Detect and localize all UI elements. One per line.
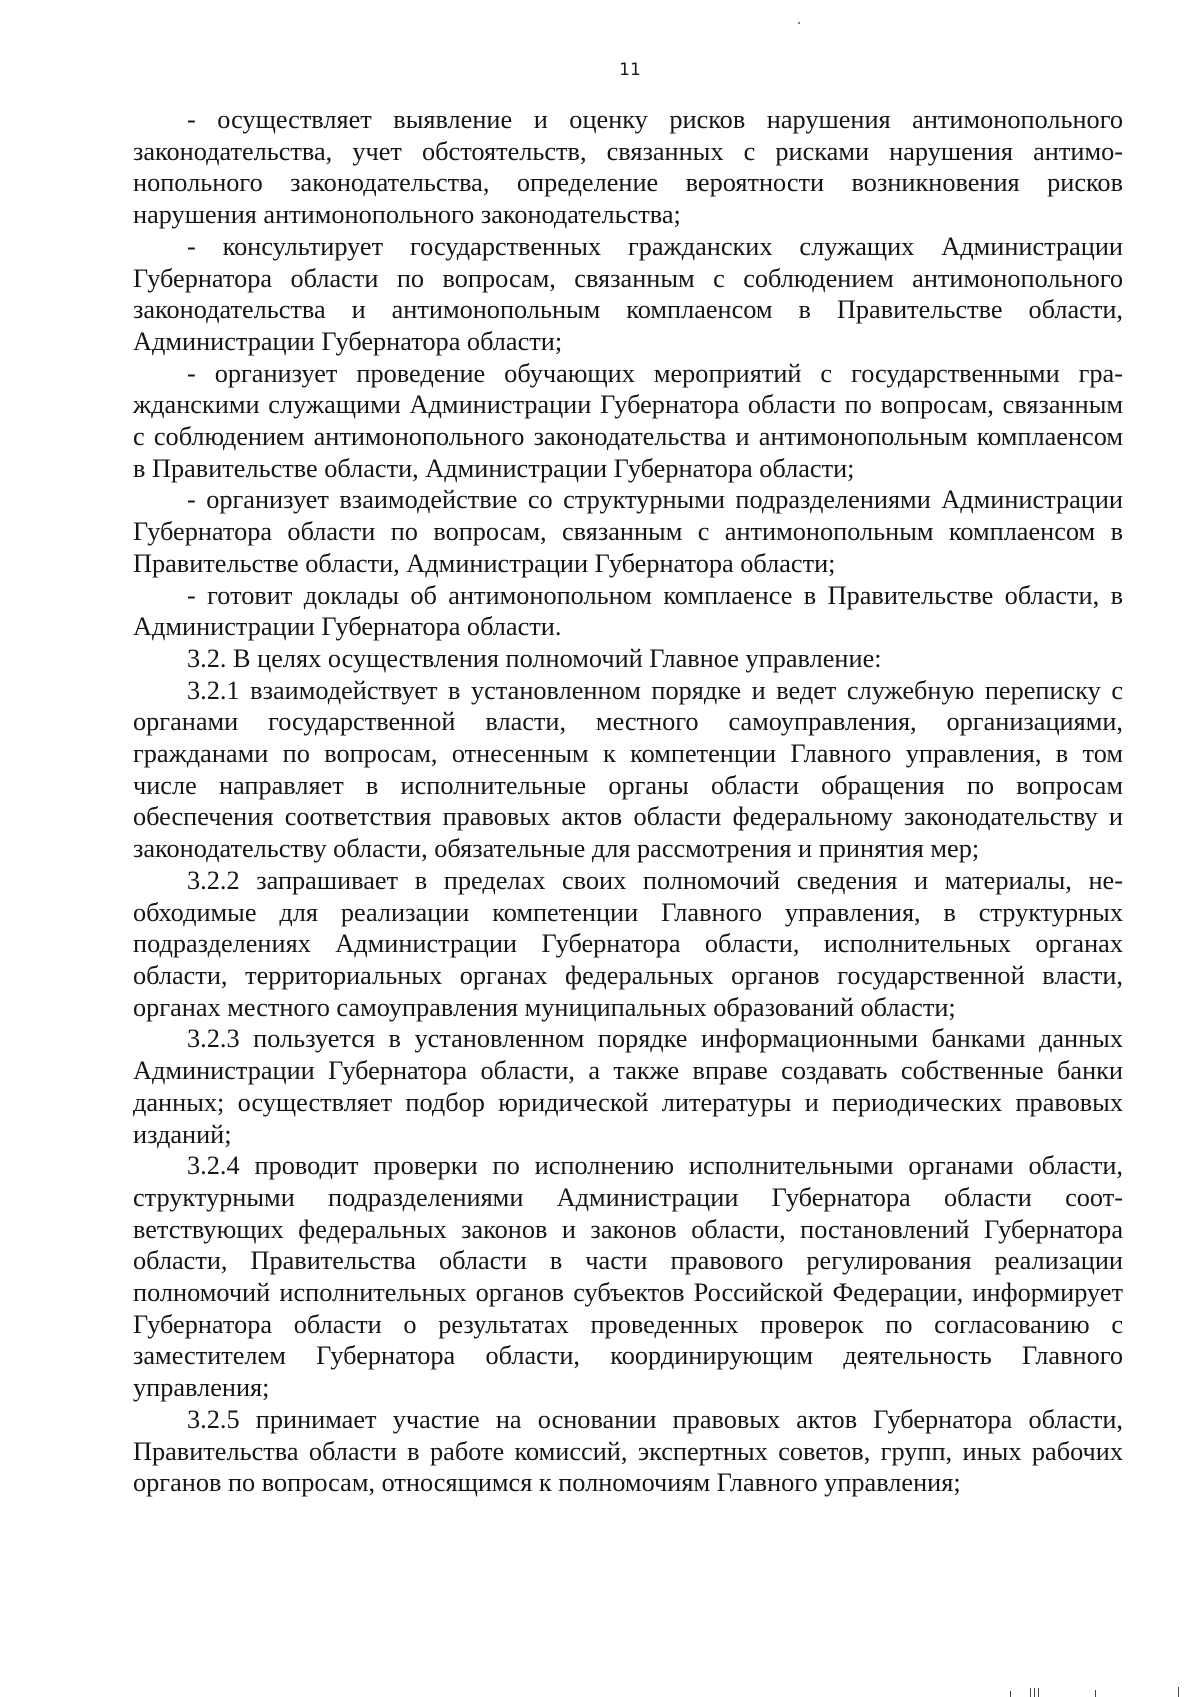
paragraph-section-3-2: 3.2. В целях осуществления полномочий Главное управление: <box>187 643 882 673</box>
paragraph-3-2-5: 3.2.5 принимает участие на основании правовых актов Губернатора области, Правительства области в работе комиссий, экспертных советов, групп, иных рабочих органов по вопросам, относящимся к полномочиям Главного управления; <box>133 1404 1123 1498</box>
paragraph-risk-assessment: - осуществляет выявление и оценку рисков нарушения антимонопольного законодательства, учет обстоятельств, связанных с рисками нарушения антимонопольного законодательства, определение вероятности возникновения рисков нарушения антимонопольного законодательства; <box>133 105 1123 230</box>
paragraph-3-2-1: 3.2.1 взаимодействует в установленном порядке и ведет служебную переписку с органами государственной власти, местного самоуправления, организациями, гражданами по вопросам, отнесенным к компетенции Главного управления, в том числе направляет в исполнительные органы области обращения по вопросам обеспечения соответствия правовых актов области федеральному законодательству и законодательству области, обязательные для рассмотрения и принятия мер; <box>133 675 1123 864</box>
scan-artifact-marks <box>1000 1683 1190 1697</box>
paragraph-3-2-4: 3.2.4 проводит проверки по исполнению исполнительными органами области, структурными подразделениями Администрации Губернатора области соответствующих федеральных законов и законов области, постановлений Губернатора области, Правительства области в части правового регулирования реализации полномочий исполнительных органов субъектов Российской Федерации, информирует Губернатора области о результатах проведенных проверок по согласованию с заместителем Губернатора области, координирующим деятельность Главного управления; <box>133 1151 1123 1403</box>
document-body <box>133 104 1123 1499</box>
paragraph-consulting: - консультирует государственных гражданских служащих Администрации Губернатора области по вопросам, связанным с соблюдением антимонопольного законодательства и антимонопольным комплаенсом в Правительстве области, Администрации Губернатора области; <box>133 231 1123 356</box>
scan-artifact-dot <box>798 22 800 24</box>
paragraph-reports: - готовит доклады об антимонопольном комплаенсе в Правительстве области, в Администрации Губернатора области. <box>133 580 1123 642</box>
page-number: 11 <box>619 60 641 80</box>
paragraph-3-2-3: 3.2.3 пользуется в установленном порядке информационными банками данных Администрации Губернатора области, а также вправе создавать собственные банки данных; осуществляет подбор юридической литературы и периодических правовых изданий; <box>133 1024 1123 1149</box>
paragraph-cooperation: - организует взаимодействие со структурными подразделениями Администрации Губернатора области по вопросам, связанным с антимонопольным комплаенсом в Правительстве области, Администрации Губернатора области; <box>133 485 1123 578</box>
paragraph-training: - организует проведение обучающих мероприятий с государственными гражданскими служащими Администрации Губернатора области по вопросам, связанным с соблюдением антимонопольного законодательства и антимонопольным комплаенсом в Правительстве области, Администрации Губернатора области; <box>133 358 1123 483</box>
paragraph-3-2-2: 3.2.2 запрашивает в пределах своих полномочий сведения и материалы, необходимые для реализации компетенции Главного управления, в структурных подразделениях Администрации Губернатора области, исполнительных органах области, территориальных органах федеральных органов государственной власти, органах местного самоуправления муниципальных образований области; <box>133 865 1123 1022</box>
